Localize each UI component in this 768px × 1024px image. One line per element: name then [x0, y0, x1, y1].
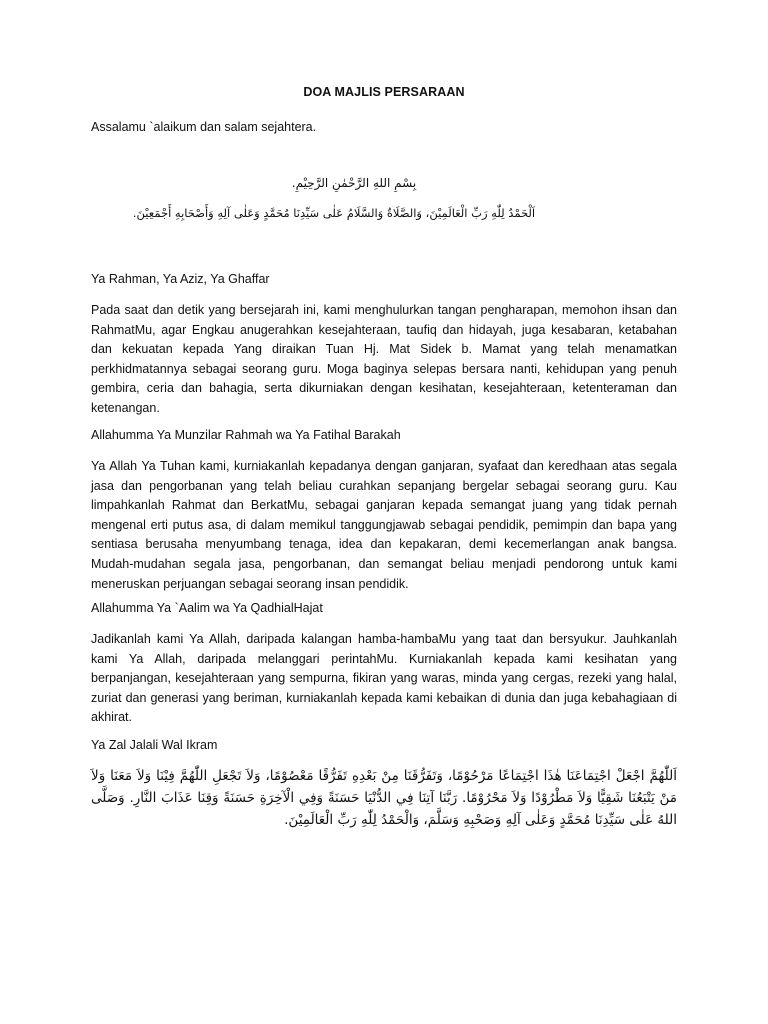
section-heading-2: Allahumma Ya Munzilar Rahmah wa Ya Fatihal Barakah	[91, 428, 401, 442]
document-title: DOA MAJLIS PERSARAAN	[303, 85, 465, 99]
arabic-basmalah: بِسْمِ اللهِ الرَّحْمٰنِ الرَّحِيْمِ.	[291, 176, 417, 190]
section-body-1: Pada saat dan detik yang bersejarah ini, kami menghulurkan tangan pengharapan, memohon ihsan dan RahmatMu, agar Engkau anugerahkan kesejahteraan, taufiq dan hidayah, juga kesabaran, ketabahan dan kekuatan kepada Yang diraikan Tuan Hj. Mat Sidek b. Mamat yang telah menamatkan perkhidmatannya sebagai seorang guru. Moga baginya selepas bersara nanti, kehidupan yang penuh gembira, ceria dan bahagia, serta dikurniakan dengan kesihatan, kesejahteraan, ketenteraman dan ketenangan.	[91, 303, 677, 415]
arabic-hamd: اَلْحَمْدُ لِلّٰهِ رَبِّ الْعَالَمِيْنَ، وَالصَّلَاةُ وَالسَّلَامُ عَلٰى سَيِّدِنَا مُحَمَّدٍ وَعَلٰى آلِهِ وَأَصْحَابِهِ أَجْمَعِيْنَ.	[132, 206, 536, 220]
greeting-text: Assalamu `alaikum dan salam sejahtera.	[91, 120, 317, 134]
section-body-2: Ya Allah Ya Tuhan kami, kurniakanlah kepadanya dengan ganjaran, syafaat dan keredhaan atas segala jasa dan pengorbanan yang telah beliau curahkan sepanjang bergelar sebagai seorang guru. Kau limpahkanlah Rahmat dan BerkatMu, sebagai ganjaran kepada semangat juang yang tidak pernah mengenal erti putus asa, di dalam memikul tanggungjawab sebagai pendidik, pemimpin dan bapa yang sentiasa berusaha menyumbang tenaga, idea dan kepakaran, demi kecemerlangan anak bangsa. Mudah-mudahan segala jasa, pengorbanan, dan semangat beliau menjadi pendorong untuk kami meneruskan perjuangan sebagai seorang insan pendidik.	[91, 459, 677, 591]
section-heading-1: Ya Rahman, Ya Aziz, Ya Ghaffar	[91, 272, 270, 286]
arabic-closing-prayer: اَللّٰهُمَّ اجْعَلْ اجْتِمَاعَنَا هٰذَا اجْتِمَاعًا مَرْحُوْمًا، وَتَفَرُّقَنَا مِنْ بَعْدِهِ تَفَرُّقًا مَعْصُوْمًا، وَلاَ تَجْعَلِ اللّٰهُمَّ فِيْنَا وَلاَ مَعَنَا وَلاَ مَنْ يَتْبَعُنَا شَقِيًّا وَلاَ مَطْرُوْدًا وَلاَ مَحْرُوْمًا. رَبَّنَا آتِنَا فِي الدُّنْيَا حَسَنَةً وَفِي الْآخِرَةِ حَسَنَةً وَقِنَا عَذَابَ النَّارِ. وَصَلَّى اللهُ عَلٰى سَيِّدِنَا مُحَمَّدٍ وَعَلٰى آلِهِ وَصَحْبِهِ وَسَلَّمَ، وَالْحَمْدُ لِلّٰهِ رَبِّ الْعَالَمِيْنَ.	[91, 768, 677, 828]
section-body-3: Jadikanlah kami Ya Allah, daripada kalangan hamba-hambaMu yang taat dan bersyukur. Jauhkanlah kami Ya Allah, daripada melanggari perintahMu. Kurniakanlah kepada kami kesihatan yang berpanjangan, kesejahteraan yang sempurna, fikiran yang waras, minda yang cergas, rezeki yang halal, zuriat dan generasi yang beriman, kurniakanlah kepada kami kebaikan di dunia dan juga kebahagiaan di akhirat.	[91, 632, 677, 725]
section-heading-4: Ya Zal Jalali Wal Ikram	[91, 738, 218, 752]
section-heading-3: Allahumma Ya `Aalim wa Ya QadhialHajat	[91, 601, 323, 615]
